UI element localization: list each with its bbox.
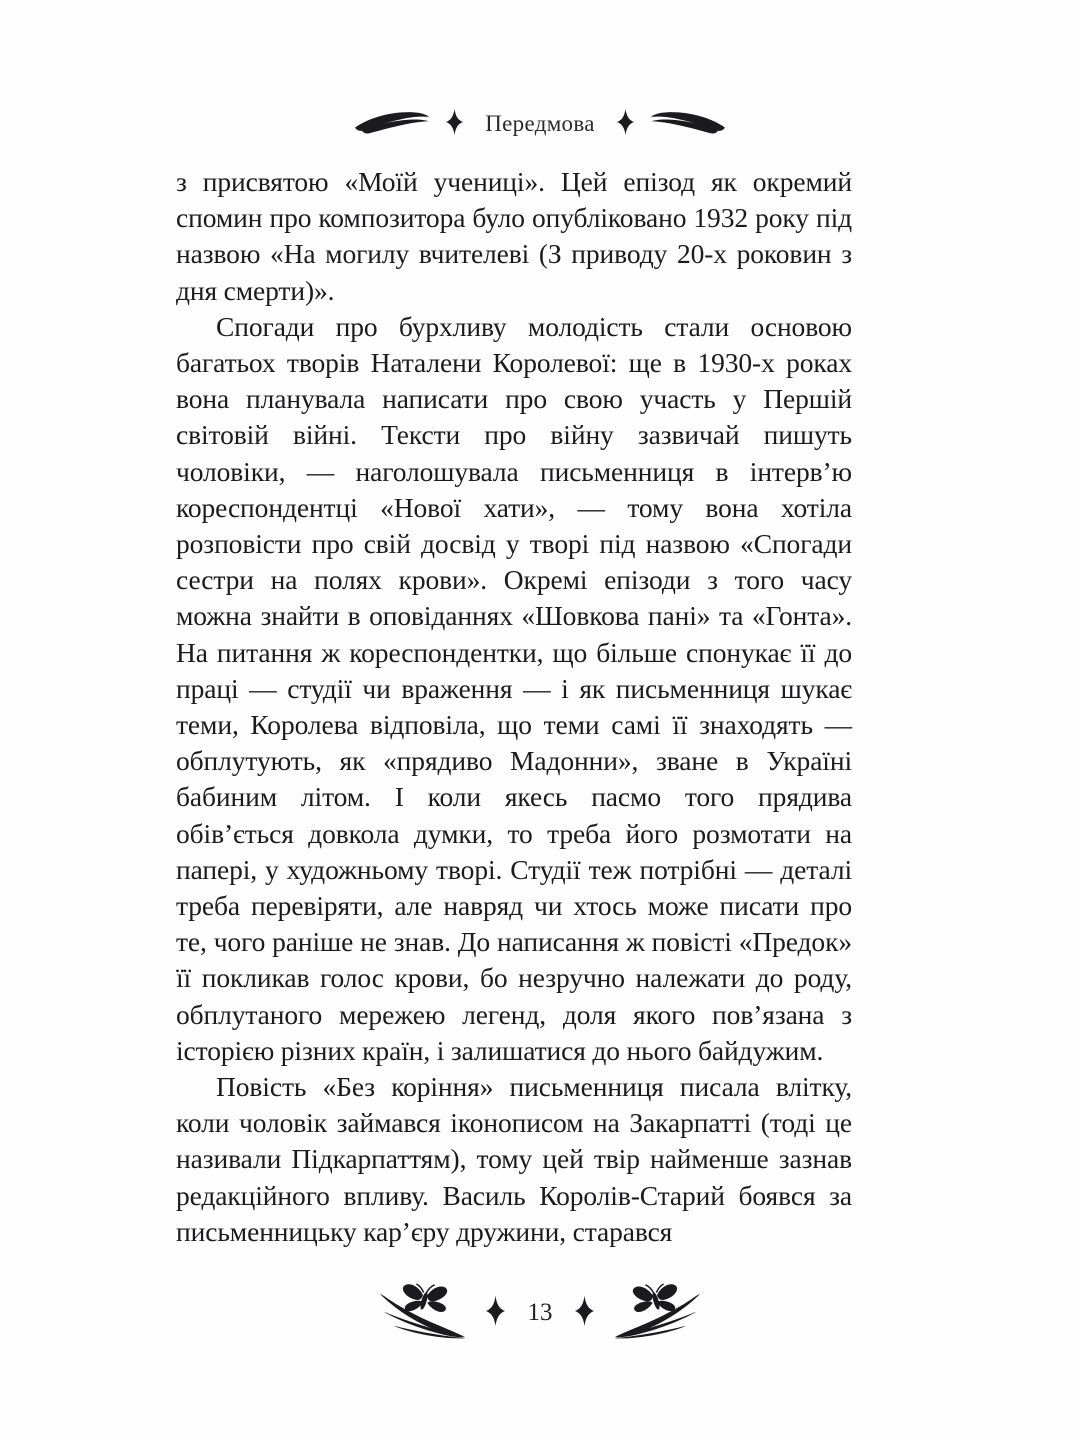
butterfly-leaf-ornament-left [378, 1282, 468, 1345]
paragraph: з присвятою «Моїй учениці». Цей епізод як окремий спомин про композитора було опубліковано 1932 року під назвою «На могилу вчителеві (З приводу 20-х роковин з дня смерти)». [176, 166, 852, 306]
leaf-ornament-left [354, 109, 430, 140]
running-head-title: Передмова [485, 111, 595, 136]
paragraph: Повість «Без коріння» письменниця писала влітку, коли чоловік займався іконописом на Закарпатті (тоді це називали Підкарпаттям), тому цей твір найменше зазнав редакційного впливу. Василь Королів-Старий боявся за письменницьку кар’єру дружини, старався [176, 1071, 852, 1247]
diamond-ornament-footer-right [575, 1296, 594, 1331]
page-number: 13 [527, 1299, 553, 1326]
diamond-ornament-footer-left [486, 1296, 505, 1331]
diamond-ornament-left [446, 109, 463, 140]
running-head [0, 104, 1080, 144]
page-footer [0, 1282, 1080, 1344]
butterfly-leaf-ornament-right [612, 1282, 702, 1345]
diamond-ornament-right [617, 109, 634, 140]
body-text-block [176, 164, 852, 1250]
paragraph: Спогади про бурхливу молодість стали основою багатьох творів Наталени Королевої: ще в 1930-х роках вона планувала написати про свою участь у Першій світовій війні. Тексти про війну зазвичай пишуть чоловіки, — наголошувала письменниця в інтерв’ю кореспондентці «Нової хати», — тому вона хотіла розповісти про свій досвід у творі під назвою «Спогади сестри на полях крови». Окремі епізоди з того часу можна знайти в оповіданнях «Шовкова пані» та «Гонта». На питання ж кореспондентки, що більше спонукає її до праці — студії чи враження — і як письменниця шукає теми, Королева відповіла, що теми самі її знаходять — обплутують, як «прядиво Мадонни», зване в Україні бабиним літом. І коли якесь пасмо того прядива обів’ється довкола думки, то треба його розмотати на папері, у художньому творі. Студії теж потрібні — деталі треба перевіряти, але навряд чи хтось може писати про те, чого раніше не знав. До написання ж повісті «Предок» її покликав голос крови, бо незручно належати до роду, обплутаного мережею легенд, доля якого пов’язана з історією різних країн, і залишатися до нього байдужим. [176, 310, 852, 1066]
leaf-ornament-right [650, 109, 726, 140]
